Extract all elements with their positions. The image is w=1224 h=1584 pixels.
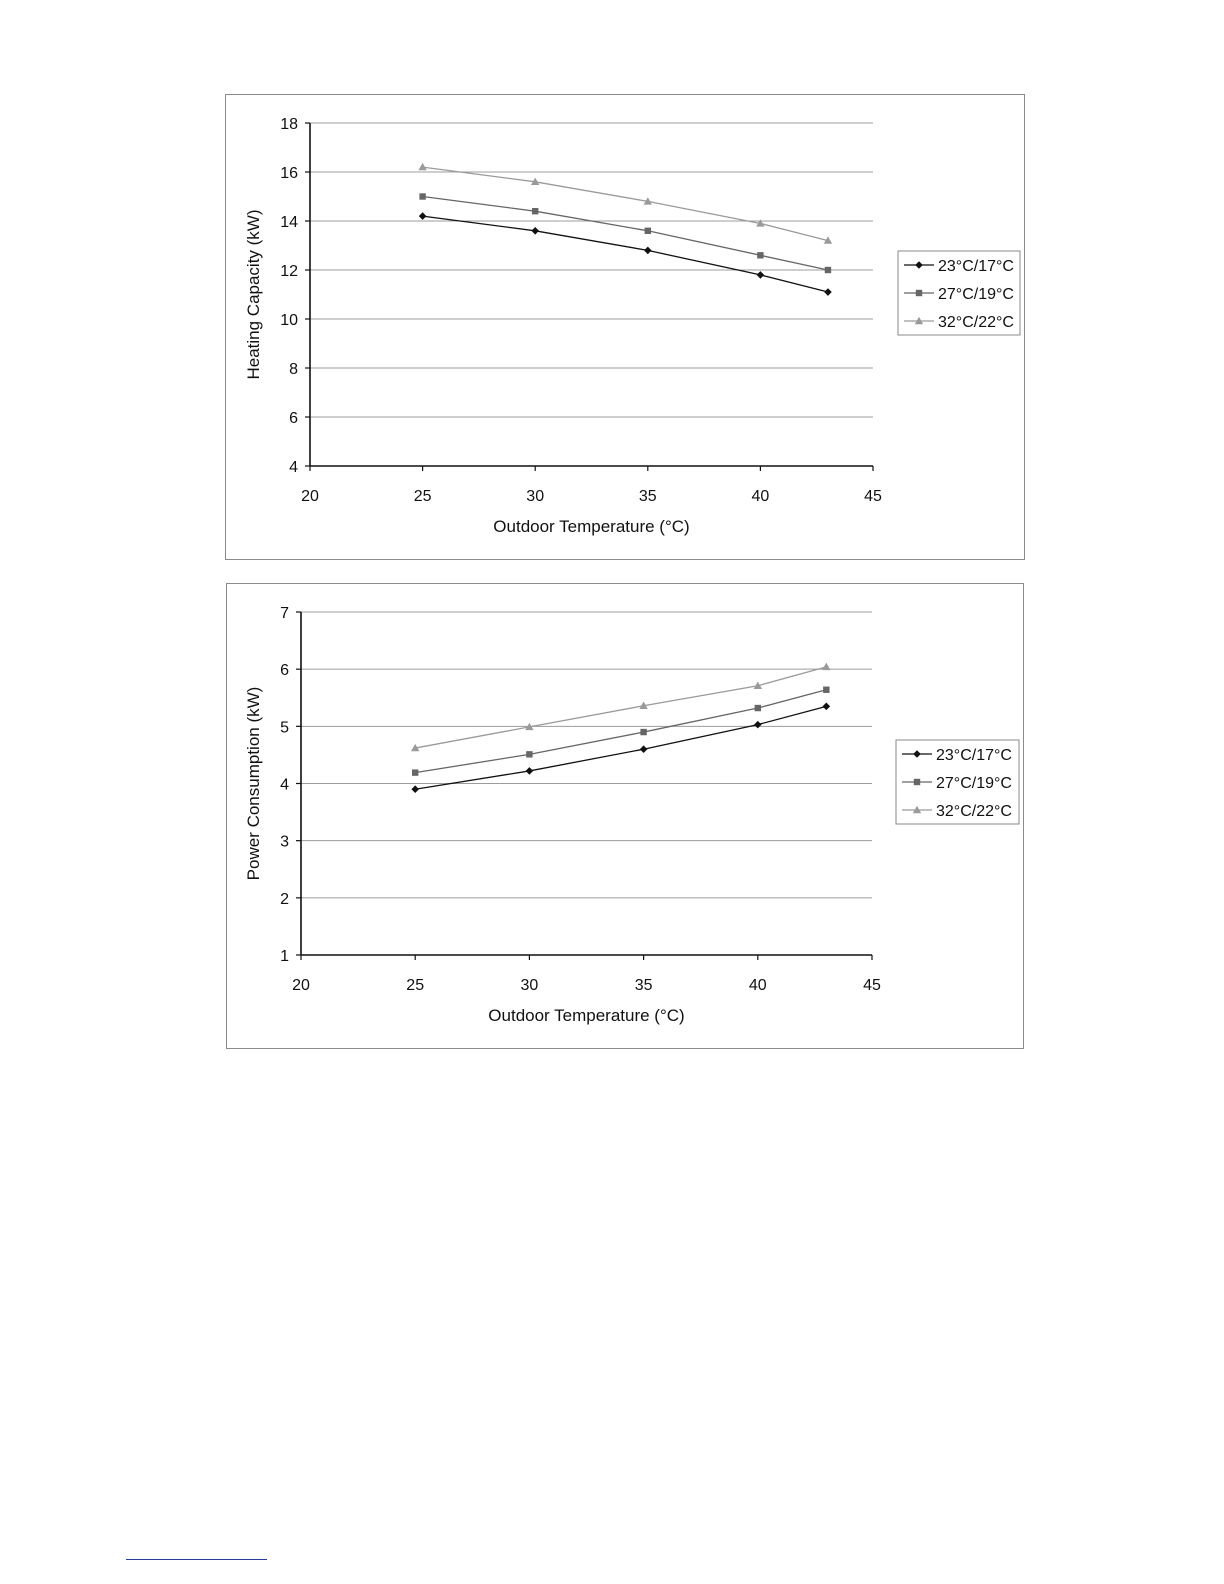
chart2-x-tick-label-35: 35: [634, 977, 653, 994]
chart2-x-axis-title: Outdoor Temperature (°C): [488, 1006, 685, 1025]
chart2-y-tick-label-1: 1: [280, 948, 289, 965]
chart1-series-2-point-43: [825, 267, 831, 273]
chart1-legend-label-2: 27°C/19°C: [938, 286, 1014, 303]
chart2-series-2-point-35: [640, 729, 646, 735]
chart2-legend-label-2: 27°C/19°C: [936, 775, 1012, 792]
chart2-x-tick-label-40: 40: [748, 977, 767, 994]
chart2-series-2-point-30: [526, 751, 532, 757]
chart1-y-tick-label-18: 18: [280, 116, 298, 133]
chart2-series-1-point-40: [754, 721, 762, 729]
chart1-legend-label-1: 23°C/17°C: [938, 258, 1014, 275]
footnote-rule: [126, 1559, 267, 1560]
chart2-series-1-point-30: [526, 767, 534, 775]
chart1-series-3-point-25: [418, 163, 426, 170]
chart2-x-tick-label-20: 20: [292, 977, 310, 994]
chart1-x-tick-label-45: 45: [864, 488, 882, 505]
chart2-legend-marker-2: [914, 779, 920, 785]
chart2-x-tick-label-45: 45: [863, 977, 881, 994]
chart1-series-2-point-25: [419, 193, 425, 199]
chart1-series-2-point-30: [532, 208, 538, 214]
chart1-x-tick-label-20: 20: [301, 488, 319, 505]
chart2-series-2-point-40: [755, 705, 761, 711]
power-consumption-chart-svg: [227, 584, 1023, 1048]
chart1-x-tick-label-40: 40: [751, 488, 770, 505]
chart2-y-tick-label-6: 6: [280, 662, 289, 680]
chart2-y-tick-label-3: 3: [280, 833, 289, 851]
chart1-series-1-point-30: [531, 227, 539, 235]
chart2-series-3-point-43: [822, 663, 830, 670]
chart1-y-tick-label-8: 8: [289, 361, 298, 378]
chart1-series-1-point-40: [757, 271, 765, 279]
chart2-y-tick-label-2: 2: [280, 890, 289, 908]
chart1-x-tick-label-35: 35: [638, 488, 657, 505]
chart2-series-1-point-43: [823, 703, 831, 711]
chart1-x-tick-label-30: 30: [526, 488, 545, 505]
chart1-series-2-point-35: [645, 228, 651, 234]
power-consumption-chart: [226, 583, 1024, 1049]
chart1-y-tick-label-12: 12: [280, 263, 298, 280]
chart1-series-line-2: [423, 197, 828, 271]
chart1-series-2-point-40: [757, 252, 763, 258]
chart1-legend-label-3: 32°C/22°C: [938, 314, 1014, 331]
chart1-x-axis-title: Outdoor Temperature (°C): [493, 517, 690, 536]
chart1-y-tick-label-14: 14: [280, 214, 298, 231]
chart2-series-2-point-43: [823, 687, 829, 693]
chart2-x-tick-label-30: 30: [520, 977, 539, 994]
chart2-series-2-point-25: [412, 769, 418, 775]
chart1-legend-marker-2: [916, 290, 922, 296]
chart1-y-tick-label-10: 10: [280, 312, 298, 329]
heating-capacity-chart-svg: [226, 95, 1024, 559]
chart2-x-tick-label-25: 25: [406, 977, 425, 994]
chart2-series-line-1: [415, 706, 826, 789]
chart1-y-tick-label-16: 16: [280, 165, 298, 182]
chart1-y-tick-label-6: 6: [289, 410, 298, 427]
chart2-y-axis-title: Power Consumption (kW): [244, 686, 263, 881]
chart2-y-tick-label-7: 7: [280, 605, 289, 622]
chart2-series-1-point-25: [411, 785, 419, 793]
chart2-y-tick-label-4: 4: [280, 776, 289, 794]
chart1-y-tick-label-4: 4: [289, 459, 298, 476]
heating-capacity-chart: [225, 94, 1025, 560]
chart1-y-axis-title: Heating Capacity (kW): [244, 209, 263, 380]
chart2-series-line-2: [415, 690, 826, 773]
chart2-legend-label-1: 23°C/17°C: [936, 747, 1012, 764]
chart1-series-1-point-43: [824, 288, 832, 296]
chart2-legend-label-3: 32°C/22°C: [936, 803, 1012, 820]
chart1-series-1-point-25: [419, 212, 427, 220]
chart2-series-1-point-35: [640, 745, 648, 753]
chart1-x-tick-label-25: 25: [413, 488, 432, 505]
chart2-y-tick-label-5: 5: [280, 719, 289, 737]
chart1-series-1-point-35: [644, 247, 652, 255]
